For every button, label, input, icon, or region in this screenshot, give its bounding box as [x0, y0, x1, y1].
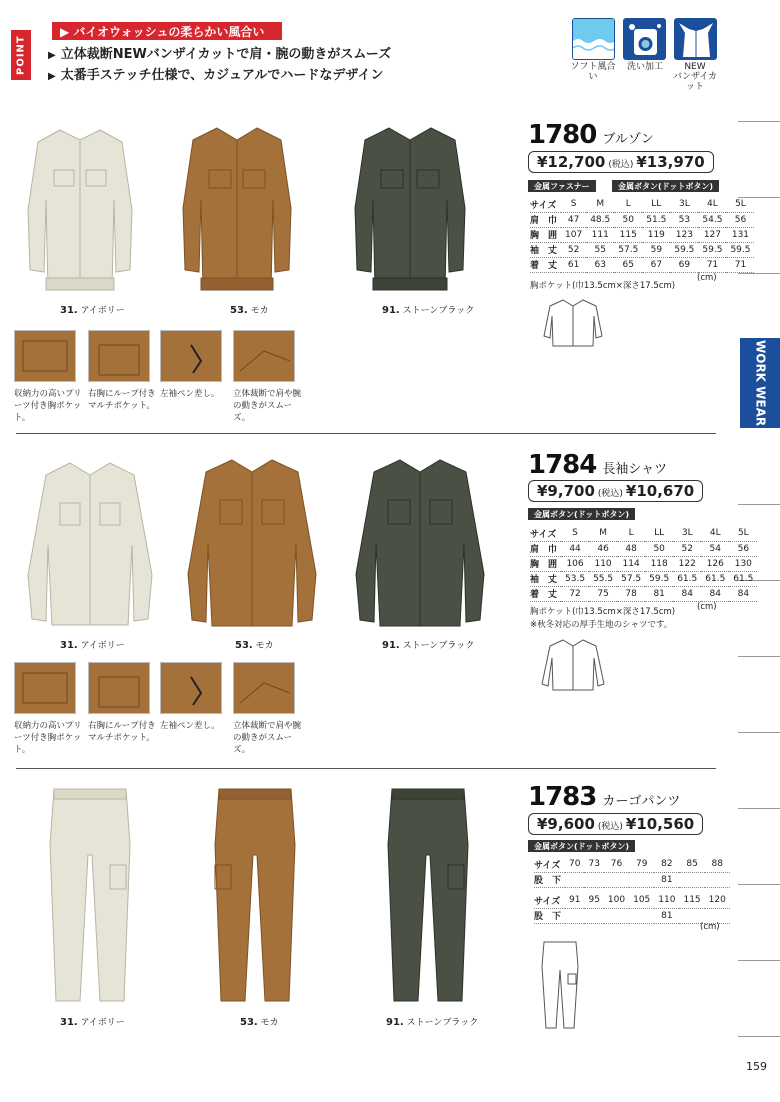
edge-rule: [738, 884, 780, 885]
detail-banzai-cut-image: [233, 662, 295, 714]
size-table-1780: [530, 197, 754, 273]
table-row: 袖 丈 53.5 55.5 57.5 59.5 61.5 61.5 61.5: [530, 571, 757, 586]
pocket-note: 胸ポケット(巾13.5cm×深さ17.5cm): [530, 607, 676, 617]
jacket-ivory-image: [20, 120, 140, 300]
price: ¥9,700: [537, 482, 595, 500]
edge-rule: [738, 808, 780, 809]
detail-pen-holder-image: [160, 662, 222, 714]
table-row: サイズ S M L LL 3L 4L 5L: [530, 197, 754, 212]
table-row: 肩 巾 47 48.5 50 51.5 53 54.5 56: [530, 212, 754, 227]
detail-caption-2: 右胸にループ付きマルチポケット。: [88, 389, 156, 411]
detail-caption-2: 右胸にループ付きマルチポケット。: [88, 721, 156, 743]
badge-button: 金属ボタン(ドットボタン): [528, 840, 635, 852]
detail-caption-4: 立体裁断で肩や腕の動きがスムーズ。: [233, 721, 302, 755]
edge-rule: [738, 273, 780, 274]
unit-label: (cm): [697, 602, 717, 612]
product-header-1783: [528, 782, 680, 812]
product-name: 長袖シャツ: [602, 462, 668, 477]
section-divider: [16, 433, 716, 434]
wash-finish-label: 洗い加工: [626, 62, 663, 72]
new-banzai-cut-label: NEW バンザイカット: [672, 62, 718, 92]
price-box: [528, 480, 703, 502]
color-caption-stone-black: 91. ストーンブラック: [386, 1017, 479, 1028]
edge-rule: [738, 121, 780, 122]
point-line-1: ▶ 立体裁断NEWバンザイカットで肩・腕の動きがスムーズ: [48, 47, 392, 62]
color-caption-mocha: 53. モカ: [230, 305, 269, 316]
price-box: [528, 151, 714, 173]
table-row: 胸 囲 106 110 114 118 122 126 130: [530, 556, 757, 571]
size-table-1784: [530, 526, 757, 602]
model-number: 1780: [528, 120, 597, 150]
price-tax-included: ¥10,560: [625, 815, 695, 833]
point-line-2: ▶ 太番手ステッチ仕様で、カジュアルでハードなデザイン: [48, 68, 384, 83]
table-row: 肩 巾 44 46 48 50 52 54 56: [530, 541, 757, 556]
shirt-mocha-image: [180, 452, 325, 636]
color-caption-mocha: 53. モカ: [235, 640, 274, 651]
detail-caption-3: 左袖ペン差し。: [160, 721, 220, 731]
soft-texture-icon: [572, 18, 615, 60]
detail-caption-3: 左袖ペン差し。: [160, 389, 220, 399]
pants-ivory-image: [40, 785, 140, 1007]
side-tab-work-wear: WORK WEAR: [740, 338, 780, 428]
edge-rule: [738, 1036, 780, 1037]
table-row: 胸 囲 107 111 115 119 123 127 131: [530, 227, 754, 242]
badge-zipper: 金属ファスナー: [528, 180, 596, 192]
point-title: ▶ バイオウォッシュの柔らかい風合い: [52, 22, 282, 40]
detail-caption-1: 収納力の高いプリーツ付き胸ポケット。: [14, 721, 82, 755]
badge-button: 金属ボタン(ドットボタン): [528, 508, 635, 520]
color-caption-ivory: 31. アイボリー: [60, 1017, 125, 1028]
table-row: サイズ S M L LL 3L 4L 5L: [530, 526, 757, 541]
fabric-note: ※秋冬対応の厚手生地のシャツです。: [530, 620, 673, 630]
edge-rule: [738, 504, 780, 505]
price: ¥9,600: [537, 815, 595, 833]
color-caption-stone-black: 91. ストーンブラック: [382, 305, 475, 316]
detail-caption-1: 収納力の高いプリーツ付き胸ポケット。: [14, 389, 82, 423]
point-tag: POINT: [11, 30, 31, 80]
section-divider: [16, 768, 716, 769]
tax-label: (税込): [597, 822, 623, 832]
pants-line-drawing: [538, 940, 582, 1030]
model-number: 1783: [528, 782, 597, 812]
tax-label: (税込): [597, 489, 623, 499]
pants-stone-black-image: [378, 785, 478, 1007]
model-number: 1784: [528, 450, 597, 480]
unit-label: (cm): [700, 922, 720, 932]
table-row: 股 下 81: [534, 872, 730, 887]
color-caption-mocha: 53. モカ: [240, 1017, 279, 1028]
size-table-1783: [534, 857, 730, 924]
edge-rule: [738, 656, 780, 657]
point-line-2-text: 太番手ステッチ仕様で、カジュアルでハードなデザイン: [60, 68, 384, 83]
color-caption-stone-black: 91. ストーンブラック: [382, 640, 475, 651]
jacket-stone-black-image: [345, 118, 475, 300]
edge-rule: [738, 732, 780, 733]
table-row: 股 下 81: [534, 908, 730, 923]
product-header-1780: [528, 120, 654, 150]
product-name: カーゴパンツ: [602, 794, 681, 809]
point-line-1-text: 立体裁断NEWバンザイカットで肩・腕の動きがスムーズ: [60, 47, 392, 62]
soft-texture-label: ソフト風合い: [570, 62, 616, 82]
detail-pen-holder-image: [160, 330, 222, 382]
badge-button: 金属ボタン(ドットボタン): [612, 180, 719, 192]
pocket-note: 胸ポケット(巾13.5cm×深さ17.5cm): [530, 281, 676, 291]
detail-banzai-cut-image: [233, 330, 295, 382]
table-row: サイズ 70 73 76 79 82 85 88: [534, 857, 730, 872]
table-row: 袖 丈 52 55 57.5 59 59.5 59.5 59.5: [530, 242, 754, 257]
price-tax-included: ¥13,970: [636, 153, 705, 171]
pants-mocha-image: [205, 785, 305, 1007]
new-banzai-cut-icon: [674, 18, 717, 60]
unit-label: (cm): [697, 273, 717, 283]
detail-chest-pocket-image: [14, 330, 76, 382]
shirt-stone-black-image: [348, 452, 493, 636]
product-header-1784: [528, 450, 667, 480]
detail-multi-pocket-image: [88, 662, 150, 714]
table-row: 着 丈 72 75 78 81 84 84 84: [530, 586, 757, 601]
detail-chest-pocket-image: [14, 662, 76, 714]
price: ¥12,700: [537, 153, 606, 171]
shirt-line-drawing: [538, 636, 608, 694]
point-title-text: バイオウォッシュの柔らかい風合い: [73, 25, 265, 39]
table-row: サイズ 91 95 100 105 110 115 120: [534, 893, 730, 908]
color-caption-ivory: 31. アイボリー: [60, 305, 125, 316]
jacket-line-drawing: [538, 296, 608, 352]
detail-multi-pocket-image: [88, 330, 150, 382]
table-row: 着 丈 61 63 65 67 69 71 71: [530, 257, 754, 272]
edge-rule: [738, 960, 780, 961]
page-number: 159: [746, 1060, 767, 1073]
jacket-mocha-image: [175, 118, 300, 300]
detail-caption-4: 立体裁断で肩や腕の動きがスムーズ。: [233, 389, 302, 423]
price-box: [528, 813, 703, 835]
price-tax-included: ¥10,670: [625, 482, 695, 500]
wash-finish-icon: [623, 18, 666, 60]
color-caption-ivory: 31. アイボリー: [60, 640, 125, 651]
tax-label: (税込): [608, 160, 634, 170]
shirt-ivory-image: [20, 455, 160, 635]
product-name: ブルゾン: [602, 132, 654, 147]
